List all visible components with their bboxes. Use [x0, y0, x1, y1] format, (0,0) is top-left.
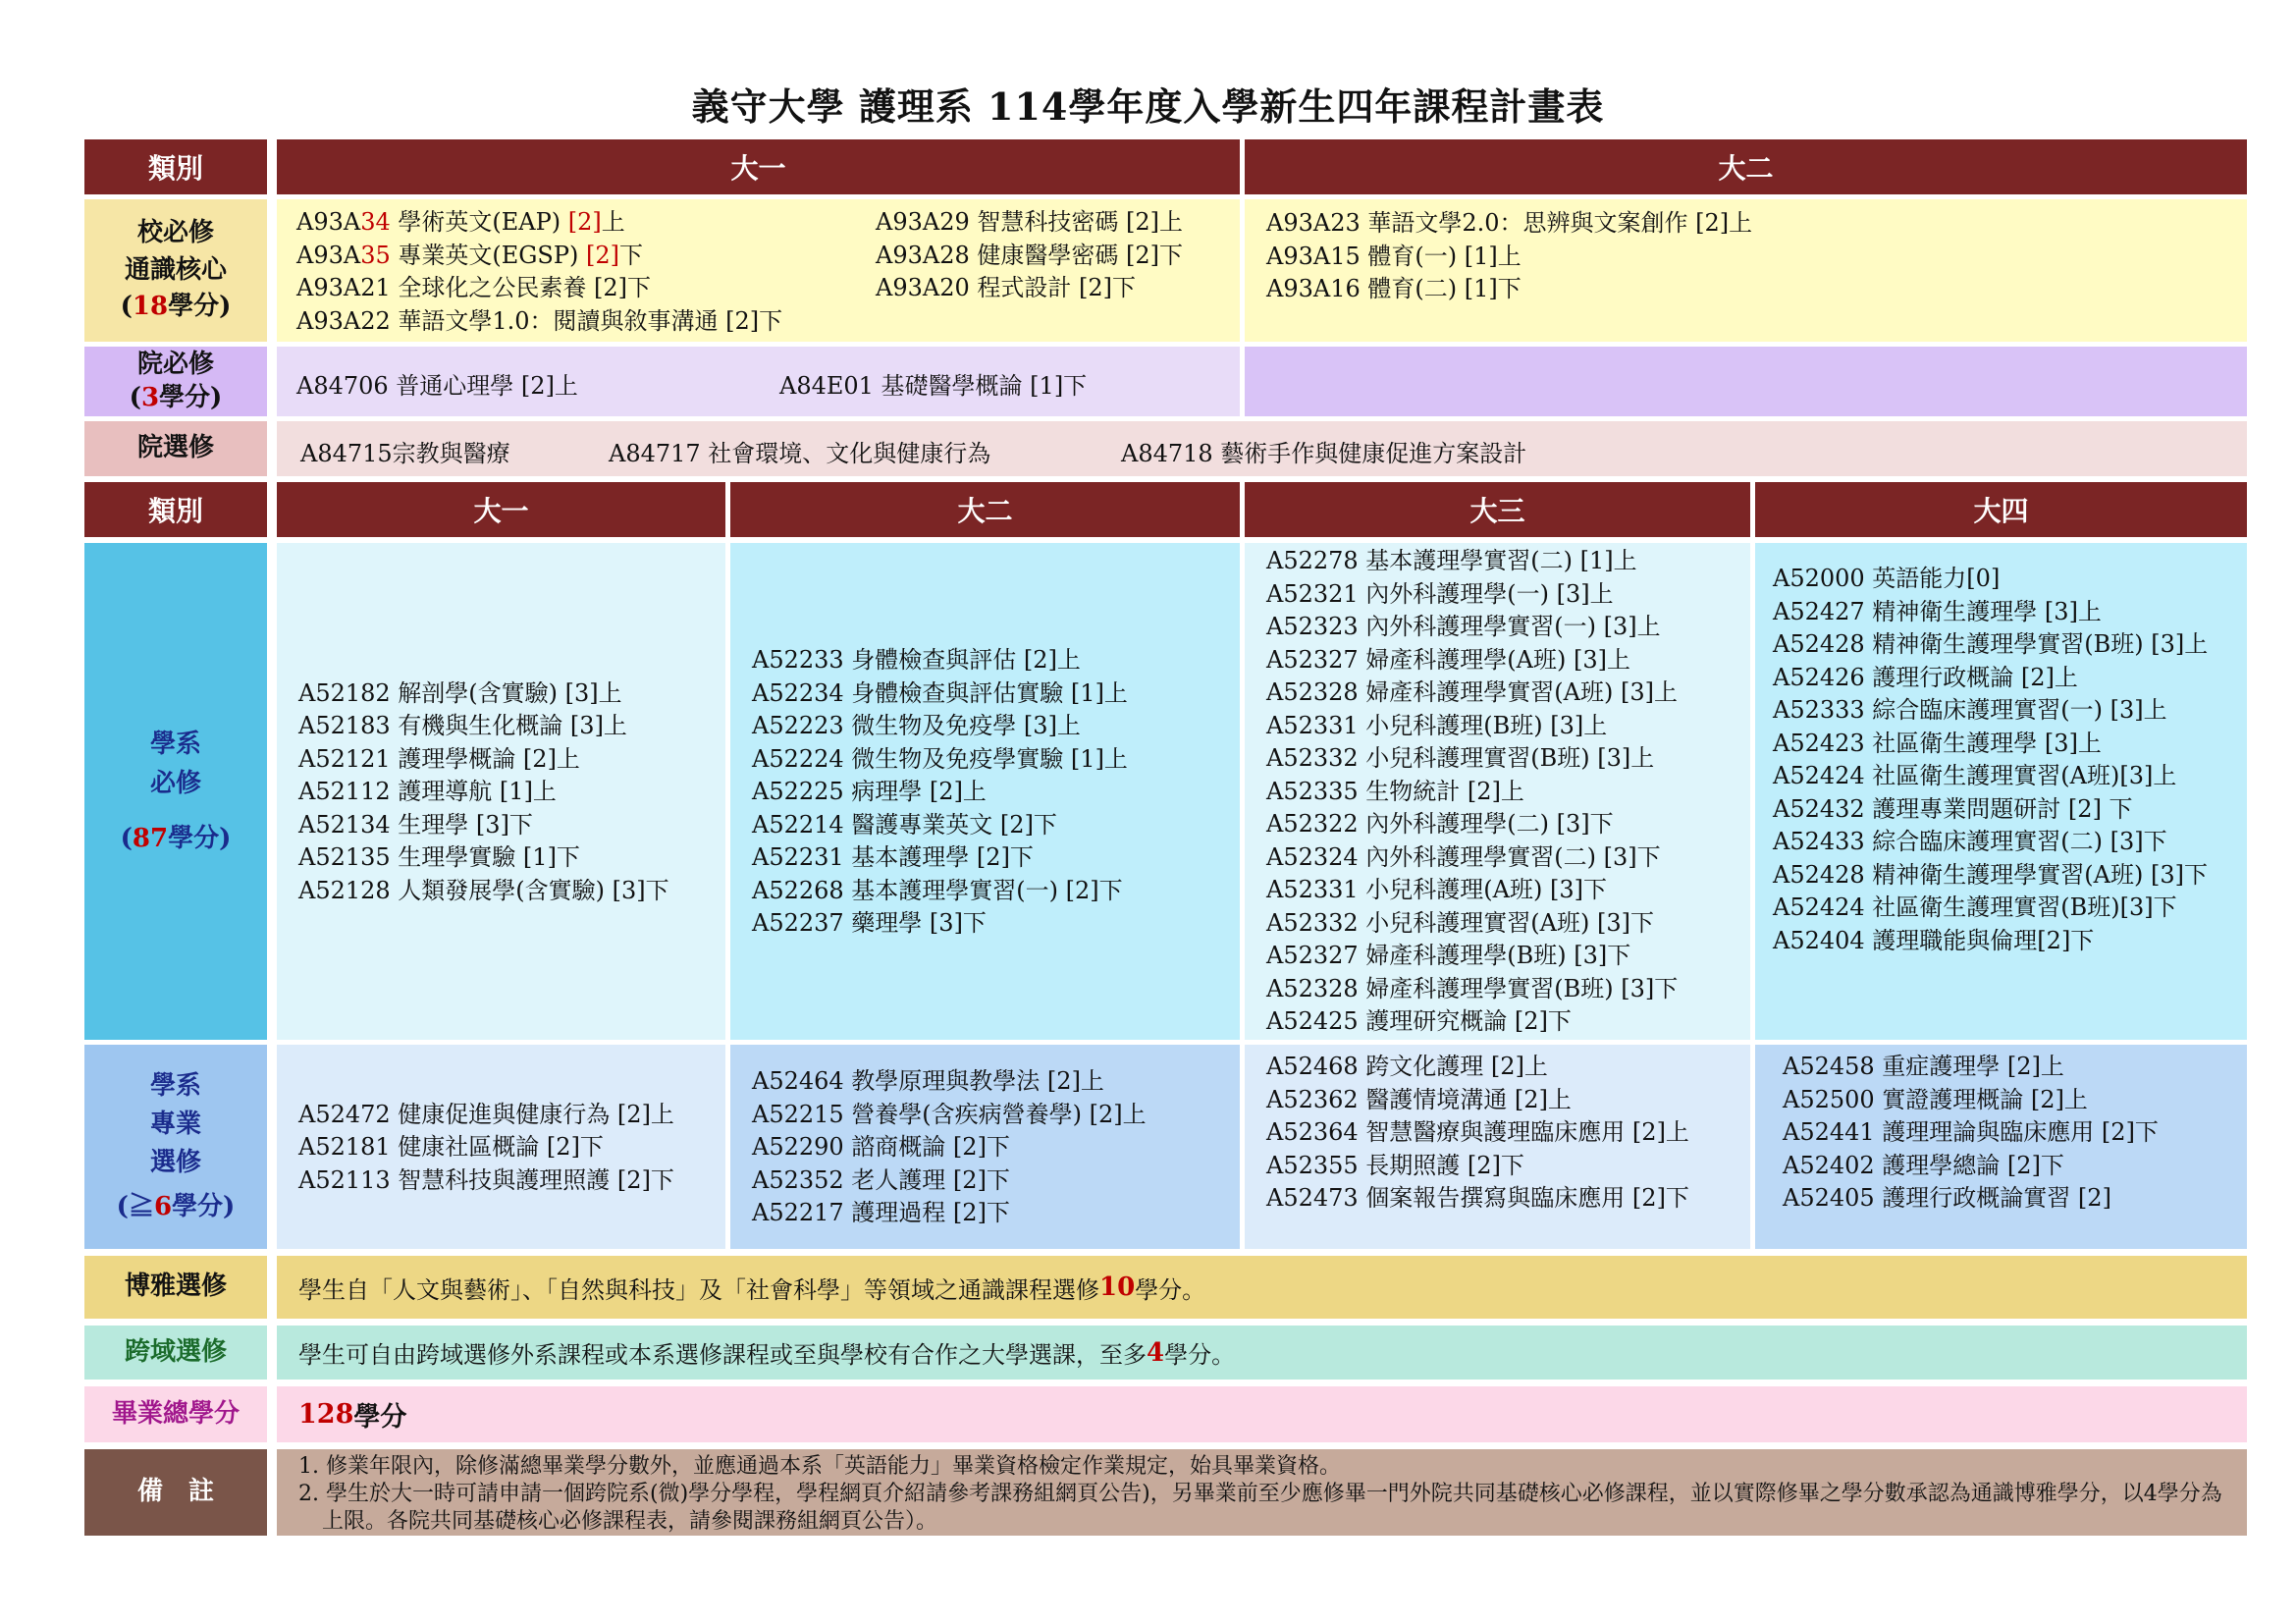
course-item: A52323 內外科護理學實習(一) [3]上	[1266, 613, 1661, 640]
course-item: A84E01 基礎醫學概論 [1]下	[779, 372, 1088, 400]
course-item: A52424 社區衛生護理實習(A班)[3]上	[1773, 762, 2177, 789]
note-item: 1. 修業年限內，除修滿總畢業學分數外，並應通過本系「英語能力」畢業資格檢定作業規定，始具畢業資格。	[298, 1454, 1341, 1479]
course-item: A52362 醫護情境溝通 [2]上	[1266, 1085, 1572, 1113]
course-item: A52441 護理理論與臨床應用 [2]下	[1783, 1118, 2159, 1146]
course-item: A52464 教學原理與教學法 [2]上	[752, 1067, 1104, 1096]
course-item: A52427 精神衛生護理學 [3]上	[1773, 597, 2102, 625]
course-item: A93A34 學術英文(EAP) [2]上	[296, 208, 625, 236]
course-item: A52405 護理行政概論實習 [2]	[1783, 1184, 2111, 1212]
course-item: A52290 諮商概論 [2]下	[752, 1133, 1010, 1162]
course-item: A52333 綜合臨床護理實習(一) [3]上	[1773, 696, 2167, 724]
dept-elective-year4	[1755, 1045, 2247, 1249]
course-item: A52214 醫護專業英文 [2]下	[752, 810, 1057, 839]
course-item: A93A23 華語文學2.0：思辨與文案創作 [2]上	[1266, 209, 1753, 237]
course-item: A52335 生物統計 [2]上	[1266, 777, 1524, 805]
course-item: A52234 身體檢查與評估實驗 [1]上	[752, 678, 1128, 707]
mid-header-year2: 大二	[730, 482, 1240, 537]
dept-required-label	[84, 543, 267, 1040]
dept-elective-year2	[730, 1045, 1240, 1249]
course-item: A52468 跨文化護理 [2]上	[1266, 1053, 1548, 1080]
course-item: A52331 小兒科護理(A班) [3]下	[1266, 876, 1607, 903]
course-item: A52223 微生物及免疫學 [3]上	[752, 712, 1081, 740]
school-required-label-line1: 校必修	[136, 217, 214, 247]
course-item: A52112 護理導航 [1]上	[298, 778, 557, 806]
mid-header-category: 類別	[84, 482, 267, 537]
dept-elective-label	[84, 1045, 267, 1249]
course-item: A52423 社區衛生護理學 [3]上	[1773, 729, 2102, 757]
dept-required-label-line1: 學系	[149, 729, 201, 759]
cross-domain-label-text: 跨域選修	[124, 1336, 227, 1367]
course-item: A52424 社區衛生護理實習(B班)[3]下	[1773, 893, 2177, 921]
course-item: A52268 基本護理學實習(一) [2]下	[752, 876, 1123, 904]
header-year1: 大一	[277, 139, 1240, 194]
course-item: A93A21 全球化之公民素養 [2]下	[296, 274, 651, 301]
course-item: A52432 護理專業問題研討 [2] 下	[1773, 794, 2133, 823]
course-item: A93A29 智慧科技密碼 [2]上	[876, 208, 1183, 236]
general-elective-credits: 10	[1099, 1272, 1136, 1302]
mid-header-year1: 大一	[277, 482, 725, 537]
cross-domain-credits: 4	[1147, 1337, 1165, 1368]
dept-required-year4	[1755, 543, 2247, 1040]
course-item: A52134 生理學 [3]下	[298, 810, 533, 839]
course-item: A52321 內外科護理學(一) [3]上	[1266, 579, 1614, 608]
course-item: A52215 營養學(含疾病營養學) [2]上	[752, 1100, 1147, 1128]
course-item: A52128 人類發展學(含實驗) [3]下	[298, 876, 669, 904]
cross-domain-label	[84, 1326, 267, 1380]
dept-required-year3	[1245, 543, 1750, 1040]
dept-elective-label-line3: 選修	[149, 1148, 201, 1177]
course-item: A52324 內外科護理學實習(二) [3]下	[1266, 842, 1661, 871]
college-required-label	[84, 347, 267, 416]
course-item: A52472 健康促進與健康行為 [2]上	[298, 1100, 674, 1128]
graduation-label-text: 畢業總學分	[111, 1398, 240, 1429]
dept-elective-year3	[1245, 1045, 1750, 1249]
course-item: A52473 個案報告撰寫與臨床應用 [2]下	[1266, 1184, 1689, 1212]
course-item: A52426 護理行政概論 [2]上	[1773, 663, 2078, 691]
college-elective-label	[84, 421, 267, 476]
course-item: A52000 英語能力[0]	[1773, 565, 2001, 592]
course-item: A84718 藝術手作與健康促進方案設計	[1121, 440, 1527, 467]
college-required-credits: (3學分)	[129, 382, 223, 412]
dept-required-year1	[277, 543, 725, 1040]
header-category: 類別	[84, 139, 267, 194]
school-required-label-line2: 通識核心	[124, 254, 227, 285]
course-item: A52231 基本護理學 [2]下	[752, 843, 1034, 872]
school-required-year1	[277, 199, 1240, 342]
dept-elective-label-line2: 專業	[149, 1110, 201, 1139]
course-item: A52224 微生物及免疫學實驗 [1]上	[752, 744, 1128, 773]
course-item: A52181 健康社區概論 [2]下	[298, 1133, 604, 1162]
course-item: A52225 病理學 [2]上	[752, 778, 987, 806]
course-item: A93A15 體育(一) [1]上	[1266, 242, 1522, 270]
course-item: A52428 精神衛生護理學實習(A班) [3]下	[1773, 860, 2208, 889]
course-item: A52355 長期照護 [2]下	[1266, 1151, 1524, 1179]
course-item: A52425 護理研究概論 [2]下	[1266, 1007, 1572, 1035]
course-item: A52328 婦產科護理學實習(A班) [3]上	[1266, 678, 1678, 706]
course-item: A52327 婦產科護理學(B班) [3]下	[1266, 942, 1631, 969]
school-required-year1-col2	[876, 206, 1183, 305]
course-item: A52402 護理學總論 [2]下	[1783, 1151, 2064, 1179]
notes-text	[277, 1449, 2247, 1536]
course-item: A93A16 體育(二) [1]下	[1266, 275, 1522, 302]
college-elective-items	[277, 421, 2247, 476]
dept-elective-year1	[277, 1045, 725, 1249]
course-item: A52113 智慧科技與護理照護 [2]下	[298, 1165, 674, 1194]
school-required-year2	[1245, 199, 2247, 342]
school-required-credits: (18學分)	[120, 292, 232, 322]
graduation-credits: 128	[298, 1399, 354, 1430]
course-item: A52322 內外科護理學(二) [3]下	[1266, 810, 1614, 838]
course-item: A52433 綜合臨床護理實習(二) [3]下	[1773, 828, 2167, 855]
course-item: A52352 老人護理 [2]下	[752, 1165, 1010, 1194]
course-item: A52404 護理職能與倫理[2]下	[1773, 926, 2095, 954]
school-required-label	[84, 199, 267, 342]
course-item: A84715宗教與醫療	[300, 440, 510, 467]
graduation-label	[84, 1386, 267, 1442]
course-item: A93A28 健康醫學密碼 [2]下	[876, 241, 1183, 269]
college-elective-label-text: 院選修	[136, 433, 214, 463]
page-title: 義守大學 護理系 114學年度入學新生四年課程計畫表	[691, 84, 1605, 129]
notes-label	[84, 1449, 267, 1536]
notes-label-text: 備 註	[136, 1477, 214, 1507]
course-item: A52182 解剖學(含實驗) [3]上	[298, 678, 622, 707]
course-item: A52458 重症護理學 [2]上	[1783, 1053, 2064, 1080]
graduation-text: 128 學分	[277, 1386, 2247, 1442]
dept-required-credits: (87學分)	[120, 824, 232, 854]
cross-domain-text: 學生可自由跨域選修外系課程或本系選修課程或至與學校有合作之大學選課，至多 4 學分。	[277, 1326, 2247, 1380]
course-item: A52135 生理學實驗 [1]下	[298, 843, 580, 872]
mid-header-year4: 大四	[1755, 482, 2247, 537]
dept-elective-label-line1: 學系	[149, 1071, 201, 1101]
course-item: A84717 社會環境、文化與健康行為	[609, 440, 991, 467]
course-item: A52500 實證護理概論 [2]上	[1783, 1085, 2088, 1113]
course-item: A84706 普通心理學 [2]上	[296, 372, 578, 400]
course-item: A93A20 程式設計 [2]下	[876, 274, 1136, 301]
dept-elective-credits: (≧6學分)	[116, 1192, 236, 1221]
college-required-year1	[277, 347, 1240, 416]
college-required-year2	[1245, 347, 2247, 416]
course-item: A52327 婦產科護理學(A班) [3]上	[1266, 645, 1630, 674]
school-required-year1-col1	[296, 206, 782, 338]
course-item: A93A35 專業英文(EGSP) [2]下	[296, 241, 644, 269]
dept-required-label-line2: 必修	[149, 768, 201, 798]
course-item: A52183 有機與生化概論 [3]上	[298, 712, 627, 740]
course-item: A52331 小兒科護理(B班) [3]上	[1266, 711, 1608, 739]
course-item: A93A22 華語文學1.0：閱讀與敘事溝通 [2]下	[296, 306, 783, 335]
course-item: A52278 基本護理學實習(二) [1]上	[1266, 547, 1637, 574]
course-item: A52237 藥理學 [3]下	[752, 909, 987, 938]
course-item: A52364 智慧醫療與護理臨床應用 [2]上	[1266, 1118, 1689, 1146]
general-elective-label-text: 博雅選修	[124, 1272, 227, 1302]
note-item: 2. 學生於大一時可請申請一個跨院系(微)學分學程，學程網頁介紹請參考課務組網頁公告)，另畢業前至少應修畢一門外院共同基礎核心必修課程，並以實際修畢之學分數承認為通識博雅學分，以4學分為上限。各院共同基礎核心必修課程表，請參閱課務組網頁公告）。	[298, 1482, 2222, 1534]
college-required-label-text: 院必修	[136, 349, 214, 379]
course-item: A52428 精神衛生護理學實習(B班) [3]上	[1773, 630, 2209, 658]
dept-required-year2	[730, 543, 1240, 1040]
course-item: A52121 護理學概論 [2]上	[298, 744, 580, 773]
course-item: A52332 小兒科護理實習(A班) [3]下	[1266, 908, 1654, 937]
general-elective-text: 學生自「人文與藝術」、「自然與科技」及「社會科學」等領域之通識課程選修 10 學分。	[277, 1256, 2247, 1319]
general-elective-label	[84, 1256, 267, 1319]
mid-header-year3: 大三	[1245, 482, 1750, 537]
course-item: A52332 小兒科護理實習(B班) [3]上	[1266, 744, 1655, 772]
course-item: A52233 身體檢查與評估 [2]上	[752, 646, 1081, 675]
header-year2: 大二	[1245, 139, 2247, 194]
course-item: A52328 婦產科護理學實習(B班) [3]下	[1266, 974, 1679, 1002]
course-item: A52217 護理過程 [2]下	[752, 1199, 1010, 1227]
